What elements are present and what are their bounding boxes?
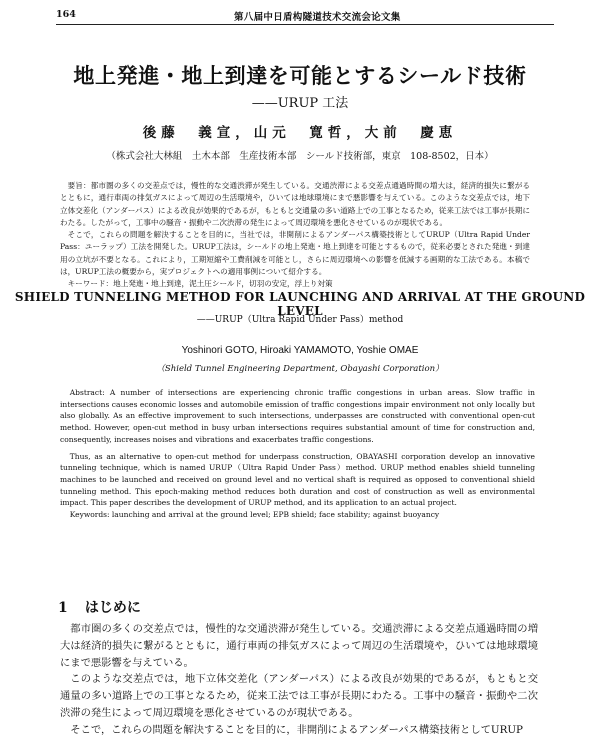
section-body [60,621,538,739]
en-title: SHIELD TUNNELING METHOD FOR LAUNCHING AND ARRIVAL AT THE GROUND LEVEL [14,290,586,318]
body-paragraph: 都市圏の多くの交差点では，慢性的な交通渋滞が発生している。交通渋滞による交差点通過時間の増大は経済的損失に繋がるとともに，通行車両の排気ガスによって周辺の生活環境や，ひいては地球環境にまで悪影響を与えている。 [60,623,538,669]
en-abstract-paragraph: Abstract: A number of intersections are experiencing chronic traffic congestions in urban areas. Slow traffic in intersections causes economic losses and automobile emission of traffic congestions impair environment not only locally but also globally. As an effective improvement to such intersections, underpasses are constructed with conventional open-cut method. However, open-cut method in busy urban intersections requires substantial amount of time for construction and, consequently, increases noises and vibrations and exacerbates traffic congestions. [60,388,535,444]
en-keywords: Keywords: launching and arrival at the ground level; EPB shield; face stability; against buoyancy [69,510,440,520]
page-number: 164 [56,9,76,20]
page-header [56,8,554,25]
jp-keywords: キーワード：地上発進・地上到達，泥土圧シールド，切羽の安定，浮上り対策 [67,279,333,289]
section-heading [58,597,141,617]
jp-abstract-paragraph: そこで，これらの問題を解決することを目的に，当社では，非開削によるアンダーパス構築技術としてURUP（Ultra Rapid Under Pass：ユーラップ）工法を開発した。URUP工法は，シールドの地上発進・地上到達を可能とするもので，従来必要とされた発進・到達用の立坑が不要となる。これにより，工期短縮や工費削減を可能とし，さらに周辺環境への影響を低減する画期的な工法である。本稿では，URUP工法の概要から，実プロジェクトへの適用事例について紹介する。 [60,230,530,277]
jp-affiliation: （株式会社大林組 土木本部 生産技術本部 シールド技術部，東京 108-8502，日本） [106,151,494,162]
jp-authors: 後藤 義宣，山元 寛哲，大前 慶恵 [142,125,458,141]
en-affiliation: （Shield Tunnel Engineering Department, Obayashi Corporation） [156,364,444,374]
en-subtitle: ——URUP（Ultra Rapid Under Pass）method [196,315,404,325]
jp-abstract-paragraph: 要旨：都市圏の多くの交差点では，慢性的な交通渋滞が発生している。交通渋滞による交差点通過時間の増大は，経済的損失に繋がるとともに，通行車両の排気ガスによって周辺の生活環境や，ひいては地球環境にまで悪影響を与えている。このような交差点では，地下立体交差化（アンダーパス）による改良が効果的であるが，もともと交通量の多い道路上での工事となるため，従来工法では工事が長期にわたる。したがって，工事中の騒音・振動や二次渋滞の発生によって周辺環境を悪化させているのが現状である。 [60,181,530,227]
jp-title: 地上発進・地上到達を可能とするシールド技術 [73,63,527,88]
body-paragraph: そこで，これらの問題を解決することを目的に，非開削によるアンダーパス構築技術としてURUP [70,723,523,736]
section-number: 1 [58,600,68,616]
en-abstract-paragraph: Thus, as an alternative to open-cut method for underpass construction, OBAYASHI corporation develop an innovative tunneling technique, which is named URUP（Ultra Rapid Under Pass）method. URUP method enables shield tunneling machines to be launched and received on ground level and no vertical shaft is required as opposed to conventional shield tunneling method. This epoch-making method reduces both duration and cost of construction as well as environmental impact. This paper describes the development of URUP method, and its application to an actual project. [60,451,535,508]
jp-abstract [60,180,530,291]
jp-subtitle: ——URUP 工法 [251,96,349,111]
en-abstract [60,387,535,521]
journal-title: 第八届中日盾构隧道技术交流会论文集 [234,12,401,23]
section-title: はじめに [84,600,141,616]
en-authors: Yoshinori GOTO, Hiroaki YAMAMOTO, Yoshie OMAE [181,345,419,356]
body-paragraph: このような交差点では，地下立体交差化（アンダーパス）による改良が効果的であるが，もともと交通量の多い道路上での工事となるため，従来工法では工事が長期にわたる。工事中の騒音・振動や二次渋滞の発生によって周辺環境を悪化させているのが現状である。 [60,673,538,719]
